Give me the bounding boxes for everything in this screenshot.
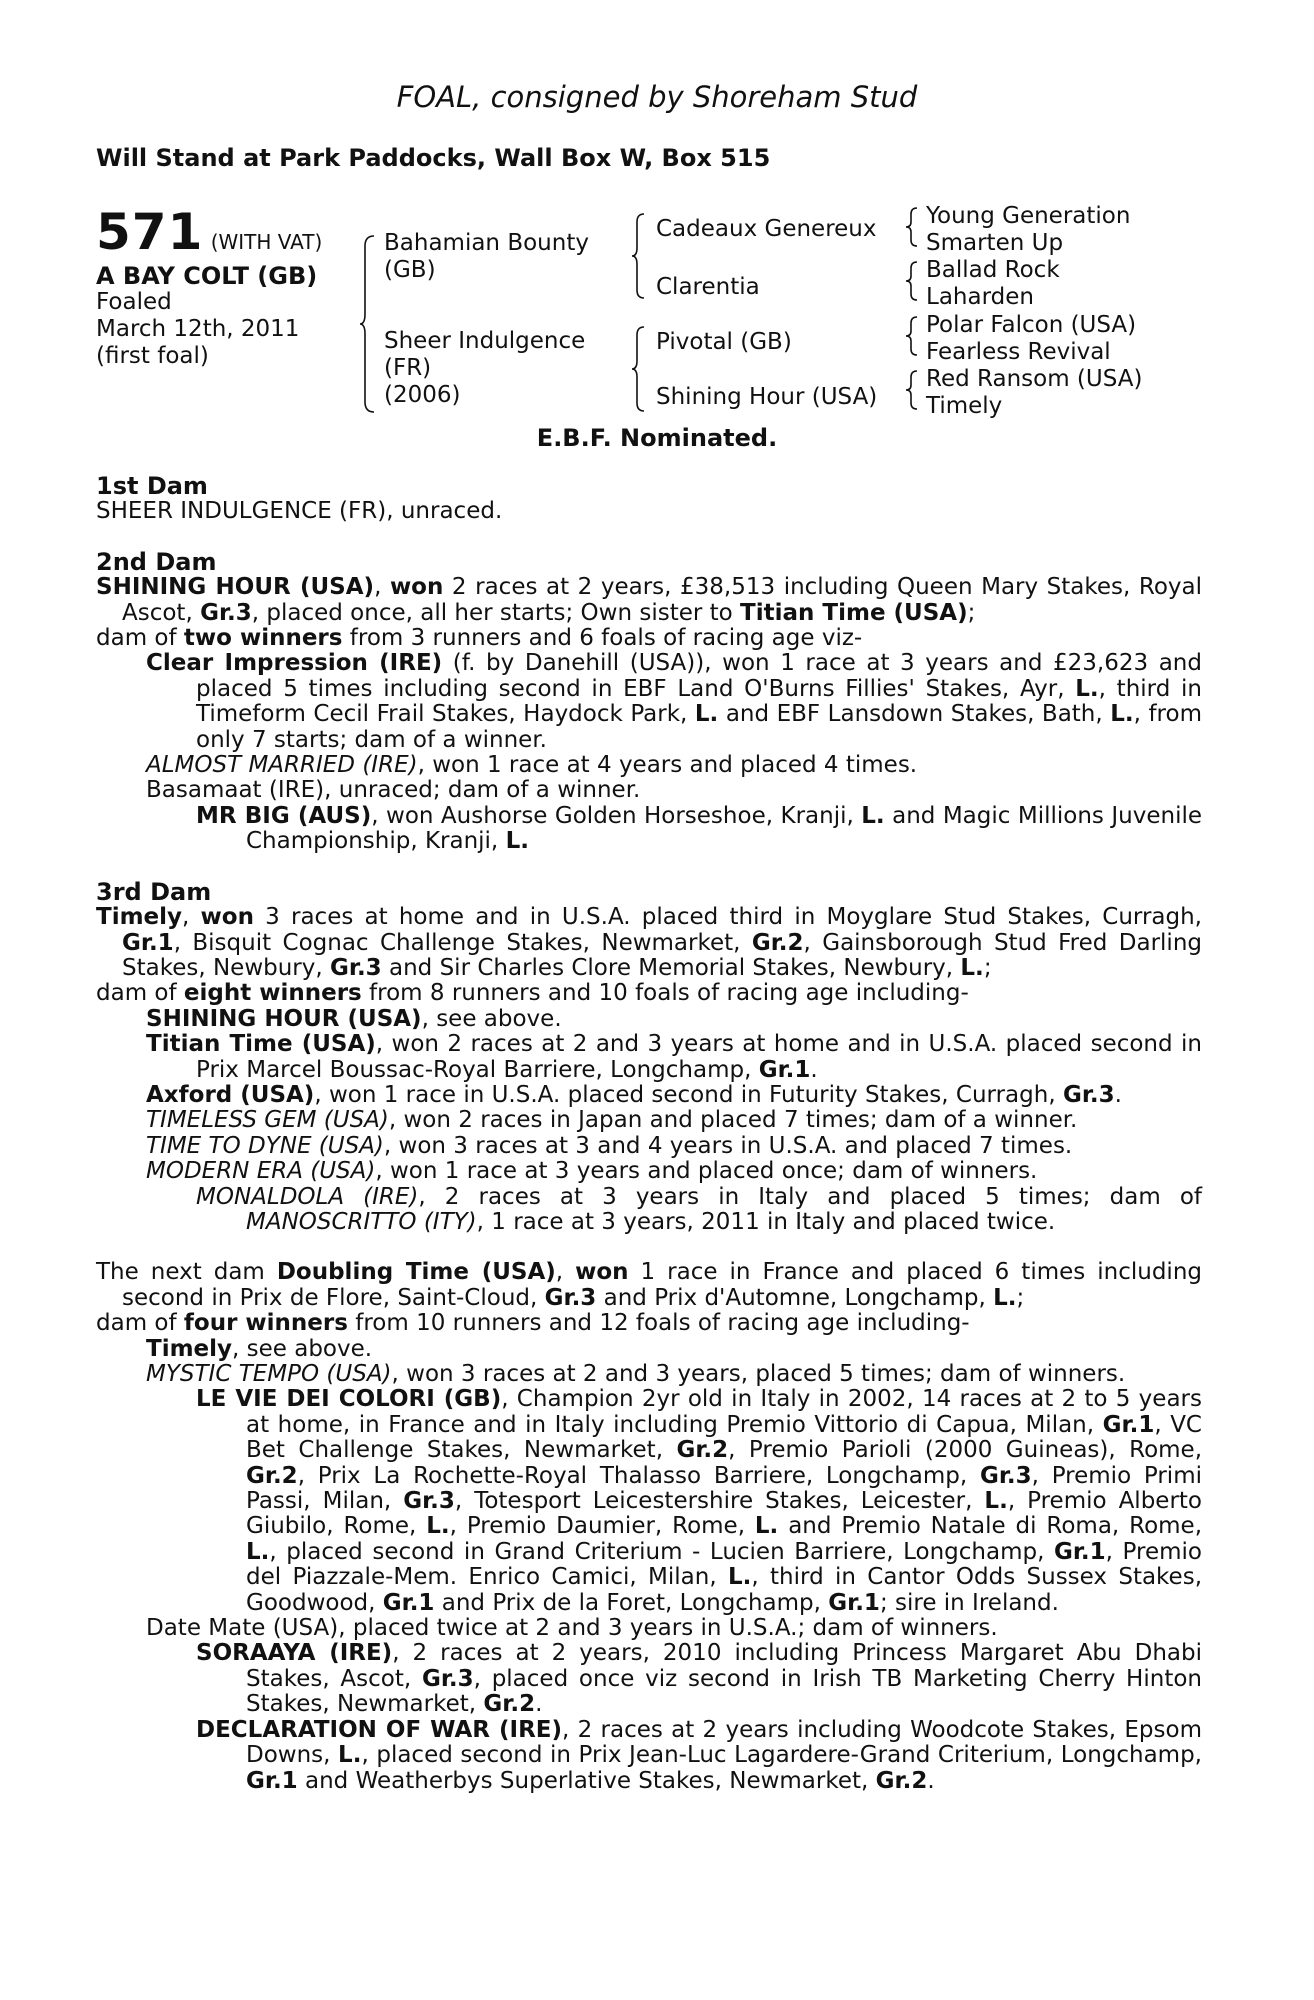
progeny-entry — [96, 1718, 1202, 1794]
bold-text: Doubling Time (USA) — [276, 1259, 556, 1286]
bold-text: Gr.1 — [828, 1589, 880, 1616]
pedigree-bracket-g3-3 — [906, 315, 926, 359]
italic-text: MYSTIC TEMPO (USA) — [146, 1361, 392, 1387]
bold-text: SORAAYA (IRE) — [196, 1640, 393, 1667]
bold-text: Gr.2 — [676, 1437, 729, 1464]
progeny-entry — [96, 1007, 1202, 1032]
text-run: Date Mate (USA), placed twice at 2 and 3 years in U.S.A.; dam of winners. — [146, 1615, 998, 1642]
third-dam-record — [96, 905, 1202, 981]
lot-number: 571 — [96, 203, 204, 261]
text-run: , third in Timeform Cecil Frail Stakes, Haydock Park, — [196, 675, 1202, 728]
italic-text: ALMOST MARRIED (IRE) — [146, 752, 418, 779]
text-run: , won 2 races in Japan and placed 7 times; dam of a winner. — [388, 1107, 1078, 1134]
bold-text: won — [389, 574, 444, 601]
bold-text: Gr.3 — [403, 1488, 455, 1515]
bold-text: Gr.1 — [122, 929, 174, 956]
dam-name: Sheer Indulgence — [384, 328, 586, 354]
progeny-entry — [96, 1083, 1202, 1108]
text-run: 2 races at 2 years, £38,513 including Queen Mary Stakes, Royal Ascot, — [122, 574, 1202, 626]
stand-location: Will Stand at Park Paddocks, Wall Box W, Box 515 — [96, 144, 771, 172]
page-title: FOAL, consigned by Shoreham Stud — [396, 80, 918, 114]
bold-text: L. — [1110, 701, 1134, 728]
progeny-entry — [96, 1387, 1202, 1616]
bold-text: Gr.3 — [1062, 1081, 1115, 1108]
sire-country: (GB) — [384, 257, 436, 283]
bold-text: Gr.2 — [751, 929, 804, 956]
text-run: , 2 races at 2 years, 2010 including Princess Margaret Abu Dhabi Stakes, Ascot, — [246, 1640, 1202, 1692]
bold-text: Timely — [96, 904, 183, 931]
text-run: from 3 runners and 6 foals of racing age viz- — [342, 625, 863, 652]
text-run: , placed once viz second in Irish TB Marketing Cherry Hinton Stakes, Newmarket, — [246, 1665, 1202, 1718]
text-run: , placed once, all her starts; Own sister to — [251, 599, 741, 626]
bold-text: four winners — [183, 1310, 348, 1337]
progeny-entry — [96, 1616, 1202, 1641]
text-run: ; sire in Ireland. — [879, 1589, 1059, 1616]
text-run: . — [810, 1056, 818, 1083]
pedigree-gen2-item: Pivotal (GB) — [656, 329, 792, 355]
foaled-date: March 12th, 2011 — [96, 316, 300, 342]
bold-text: Gr.1 — [1102, 1411, 1155, 1438]
bold-text: Gr.1 — [758, 1056, 811, 1083]
pedigree-gen3-item: Young Generation — [926, 203, 1131, 229]
text-run: , won 2 races at 2 and 3 years at home and in U.S.A. placed second in Prix Marcel Boussac-Royal Barriere, Longchamp, — [196, 1031, 1202, 1083]
pedigree-gen3-item: Smarten Up — [926, 230, 1064, 256]
progeny-entry — [96, 1032, 1202, 1083]
text-run: , 2 races at 2 years including Woodcote Stakes, Epsom Downs, — [246, 1716, 1202, 1769]
progeny-entry — [96, 651, 1202, 753]
pedigree-gen3-item: Timely — [926, 393, 1003, 419]
text-run: , Premio Alberto Giubilo, Rome, — [246, 1488, 1202, 1540]
bold-text: L. — [338, 1742, 362, 1769]
text-run: , won 1 race at 4 years and placed 4 times. — [417, 752, 918, 779]
first-dam-heading: 1st Dam — [96, 472, 208, 500]
text-run: and Sir Charles Clore Memorial Stakes, Newbury, — [381, 954, 961, 981]
italic-text: TIMELESS GEM (USA) — [146, 1107, 389, 1134]
text-run: , Champion 2yr old in Italy in 2002, 14 races at 2 to 5 years at home, in France and in Italy including Premio Vittorio di Capua, Milan, — [246, 1386, 1202, 1438]
text-run: dam of — [96, 980, 184, 1007]
second-dam-record — [96, 575, 1202, 626]
text-run: 1 race in France and placed 6 times including second in Prix de Flore, Saint-Cloud, — [122, 1259, 1202, 1311]
text-run: , Premio del Piazzale-Mem. Enrico Camici, Milan, — [246, 1538, 1202, 1591]
pedigree-gen3-item: Red Ransom (USA) — [926, 366, 1143, 392]
second-dam-summary — [96, 626, 1202, 651]
bold-text: Gr.1 — [246, 1767, 298, 1794]
text-run: from 10 runners and 12 foals of racing age including- — [347, 1310, 970, 1337]
pedigree-bracket-g3-1 — [906, 206, 926, 250]
pedigree-gen3-item: Polar Falcon (USA) — [926, 312, 1137, 338]
foaled-label: Foaled — [96, 289, 172, 315]
pedigree-gen2-item: Cadeaux Genereux — [656, 216, 877, 242]
progeny-entry — [96, 778, 1202, 803]
text-run: . — [535, 1691, 543, 1718]
bold-text: L. — [960, 954, 984, 981]
text-run: Basamaat (IRE), unraced; dam of a winner. — [146, 777, 641, 804]
pedigree-bracket-g3-4 — [906, 369, 926, 413]
text-run: 3 races at home and in U.S.A. placed third in Moyglare Stud Stakes, Curragh, — [253, 904, 1202, 931]
foal-note: (first foal) — [96, 343, 209, 369]
bold-text: Gr.2 — [483, 1691, 536, 1718]
progeny-entry — [96, 804, 1202, 855]
progeny-entry — [96, 1108, 1202, 1133]
text-run: , — [374, 574, 390, 601]
dam-year: (2006) — [384, 382, 461, 408]
pedigree-gen3-item: Fearless Revival — [926, 339, 1111, 365]
text-run: , 1 race at 3 years, 2011 in Italy and placed twice. — [476, 1208, 1056, 1235]
bold-text: won — [575, 1259, 629, 1286]
pedigree-dam — [384, 328, 585, 409]
text-run: , VC Bet Challenge Stakes, Newmarket, — [246, 1411, 1202, 1464]
text-run: , won Aushorse Golden Horseshoe, Kranji, — [371, 802, 862, 829]
next-dam-summary — [96, 1311, 1202, 1336]
third-dam-progeny — [96, 1007, 1202, 1236]
text-run: , Premio Parioli (2000 Guineas), Rome, — [728, 1437, 1203, 1464]
text-run: , won 3 races at 2 and 3 years, placed 5 times; dam of winners. — [391, 1361, 1126, 1387]
text-run: , Premio Daumier, Rome, — [449, 1513, 755, 1540]
bold-text: L. — [1075, 675, 1099, 702]
bold-text: LE VIE DEI COLORI (GB) — [196, 1386, 502, 1413]
pedigree-bracket-dam — [632, 325, 652, 415]
text-run: and EBF Lansdown Stakes, Bath, — [718, 701, 1111, 728]
pedigree-gen3-item: Ballad Rock — [926, 257, 1060, 283]
text-run: and Prix de la Foret, Longchamp, — [434, 1589, 829, 1616]
text-run: ; — [967, 599, 976, 626]
bold-text: L. — [993, 1284, 1017, 1311]
text-run: , Gainsborough Stud Fred Darling Stakes, Newbury, — [122, 929, 1202, 981]
bold-text: Gr.1 — [1053, 1538, 1106, 1565]
bold-text: L. — [984, 1488, 1008, 1515]
progeny-entry — [96, 1641, 1202, 1717]
pedigree-gen2-item: Clarentia — [656, 274, 760, 300]
pedigree-sire — [384, 230, 589, 284]
third-dam-heading: 3rd Dam — [96, 877, 212, 906]
bold-text: Gr.3 — [330, 954, 382, 981]
bold-text: Gr.2 — [246, 1462, 298, 1489]
bold-text: L. — [505, 828, 529, 855]
pedigree-gen2-item: Shining Hour (USA) — [656, 384, 878, 410]
lot-name: A BAY COLT (GB) — [96, 262, 318, 290]
bold-text: Titian Time (USA) — [146, 1031, 376, 1058]
bold-text: Clear Impression (IRE) — [146, 650, 443, 677]
ebf-nominated: E.B.F. Nominated. — [536, 424, 778, 452]
text-run: ; — [1016, 1284, 1025, 1311]
text-run: . — [927, 1767, 935, 1794]
bold-text: L. — [694, 701, 719, 728]
text-run: , won 1 race in U.S.A. placed second in Futurity Stakes, Curragh, — [314, 1081, 1063, 1108]
italic-text: TIME TO DYNE (USA) — [146, 1132, 384, 1159]
text-run: The next dam — [96, 1259, 277, 1286]
text-run: , third in Cantor Odds Sussex Stakes, Goodwood, — [246, 1564, 1202, 1616]
bold-text: Gr.3 — [200, 599, 252, 626]
second-dam-heading: 2nd Dam — [96, 547, 217, 576]
text-run: , 2 races at 3 years in Italy and placed 5 times; dam of — [418, 1183, 1202, 1210]
text-run: , won 1 race at 3 years and placed once; dam of winners. — [375, 1158, 1038, 1185]
bold-text: won — [200, 904, 254, 931]
text-run: and Premio Natale di Roma, Rome, — [778, 1513, 1203, 1540]
text-run: ; — [983, 954, 992, 981]
italic-text: MONALDOLA (IRE) — [196, 1183, 419, 1210]
bold-text: L. — [754, 1513, 779, 1540]
next-dam-record — [96, 1260, 1202, 1311]
dam-country: (FR) — [384, 355, 432, 381]
progeny-entry — [96, 1337, 1202, 1362]
text-run: , — [182, 904, 201, 931]
progeny-entry — [96, 1159, 1202, 1184]
bold-text: eight winners — [183, 980, 362, 1007]
pedigree-bracket-sire — [632, 212, 652, 302]
third-dam-summary — [96, 981, 1202, 1006]
first-dam-text: SHEER INDULGENCE (FR), unraced. — [96, 498, 503, 525]
italic-text: MANOSCRITTO (ITY) — [246, 1208, 477, 1235]
bold-text: L. — [426, 1513, 450, 1540]
progeny-entry — [96, 1134, 1202, 1159]
text-run: , won 3 races at 3 and 4 years in U.S.A. and placed 7 times. — [383, 1132, 1073, 1159]
text-run: and Prix d'Automne, Longchamp, — [596, 1284, 994, 1311]
bold-text: L. — [861, 802, 885, 829]
text-run: from 8 runners and 10 foals of racing age including- — [361, 980, 969, 1007]
bold-text: Gr.3 — [544, 1284, 597, 1311]
vat-label: (WITH VAT) — [210, 230, 323, 254]
bold-text: Gr.3 — [979, 1462, 1032, 1489]
text-run: dam of — [96, 625, 184, 652]
progeny-entry — [96, 1185, 1202, 1236]
progeny-entry — [96, 1362, 1202, 1387]
bold-text: Titian Time (USA) — [740, 599, 968, 626]
second-dam-progeny — [96, 651, 1202, 854]
text-run: , Bisquit Cognac Challenge Stakes, Newmarket, — [173, 929, 752, 956]
text-run: , Premio Primi Passi, Milan, — [246, 1462, 1202, 1515]
bold-text: Axford (USA) — [146, 1081, 315, 1108]
bold-text: Gr.1 — [382, 1589, 435, 1616]
text-run: , Prix La Rochette-Royal Thalasso Barriere, Longchamp, — [297, 1462, 980, 1489]
pedigree-bracket-g3-2 — [906, 260, 926, 304]
lot-number-line — [96, 203, 322, 261]
bold-text: L. — [728, 1564, 752, 1591]
text-run: , from only 7 starts; dam of a winner. — [196, 701, 1202, 753]
bold-text: SHINING HOUR (USA) — [146, 1005, 422, 1032]
text-run: , placed second in Prix Jean-Luc Lagardere-Grand Criterium, Longchamp, — [361, 1742, 1202, 1769]
pedigree-gen3-item: Laharden — [926, 284, 1034, 310]
bold-text: Gr.2 — [875, 1767, 928, 1794]
text-run: , see above. — [232, 1335, 373, 1362]
bold-text: Timely — [146, 1335, 233, 1362]
next-dam-progeny — [96, 1337, 1202, 1794]
italic-text: MODERN ERA (USA) — [146, 1158, 376, 1185]
text-run: dam of — [96, 1310, 184, 1337]
bold-text: DECLARATION OF WAR (IRE) — [196, 1716, 562, 1743]
text-run: . — [1114, 1081, 1122, 1108]
bold-text: Gr.3 — [421, 1665, 474, 1692]
bold-text: SHINING HOUR (USA) — [96, 574, 375, 601]
bold-text: two winners — [183, 625, 343, 652]
text-run: , placed second in Grand Criterium - Lucien Barriere, Longchamp, — [269, 1538, 1054, 1565]
text-run: and Magic Millions Juvenile Championship, Kranji, — [246, 802, 1202, 855]
text-run: (f. by Danehill (USA)), won 1 race at 3 years and £23,623 and placed 5 times including second in EBF Land O'Burns Fillies' Stakes, Ayr, — [196, 650, 1202, 702]
text-run: and Weatherbys Superlative Stakes, Newmarket, — [297, 1767, 876, 1794]
pedigree-bracket-gen1 — [360, 234, 380, 414]
progeny-entry — [96, 753, 1202, 778]
text-run: , see above. — [421, 1005, 562, 1032]
bold-text: L. — [246, 1538, 270, 1565]
text-run: , Totesport Leicestershire Stakes, Leicester, — [454, 1488, 985, 1515]
text-run: , — [555, 1259, 576, 1286]
produce-record — [96, 474, 1202, 1794]
bold-text: MR BIG (AUS) — [196, 802, 372, 829]
sire-name: Bahamian Bounty — [384, 230, 589, 256]
